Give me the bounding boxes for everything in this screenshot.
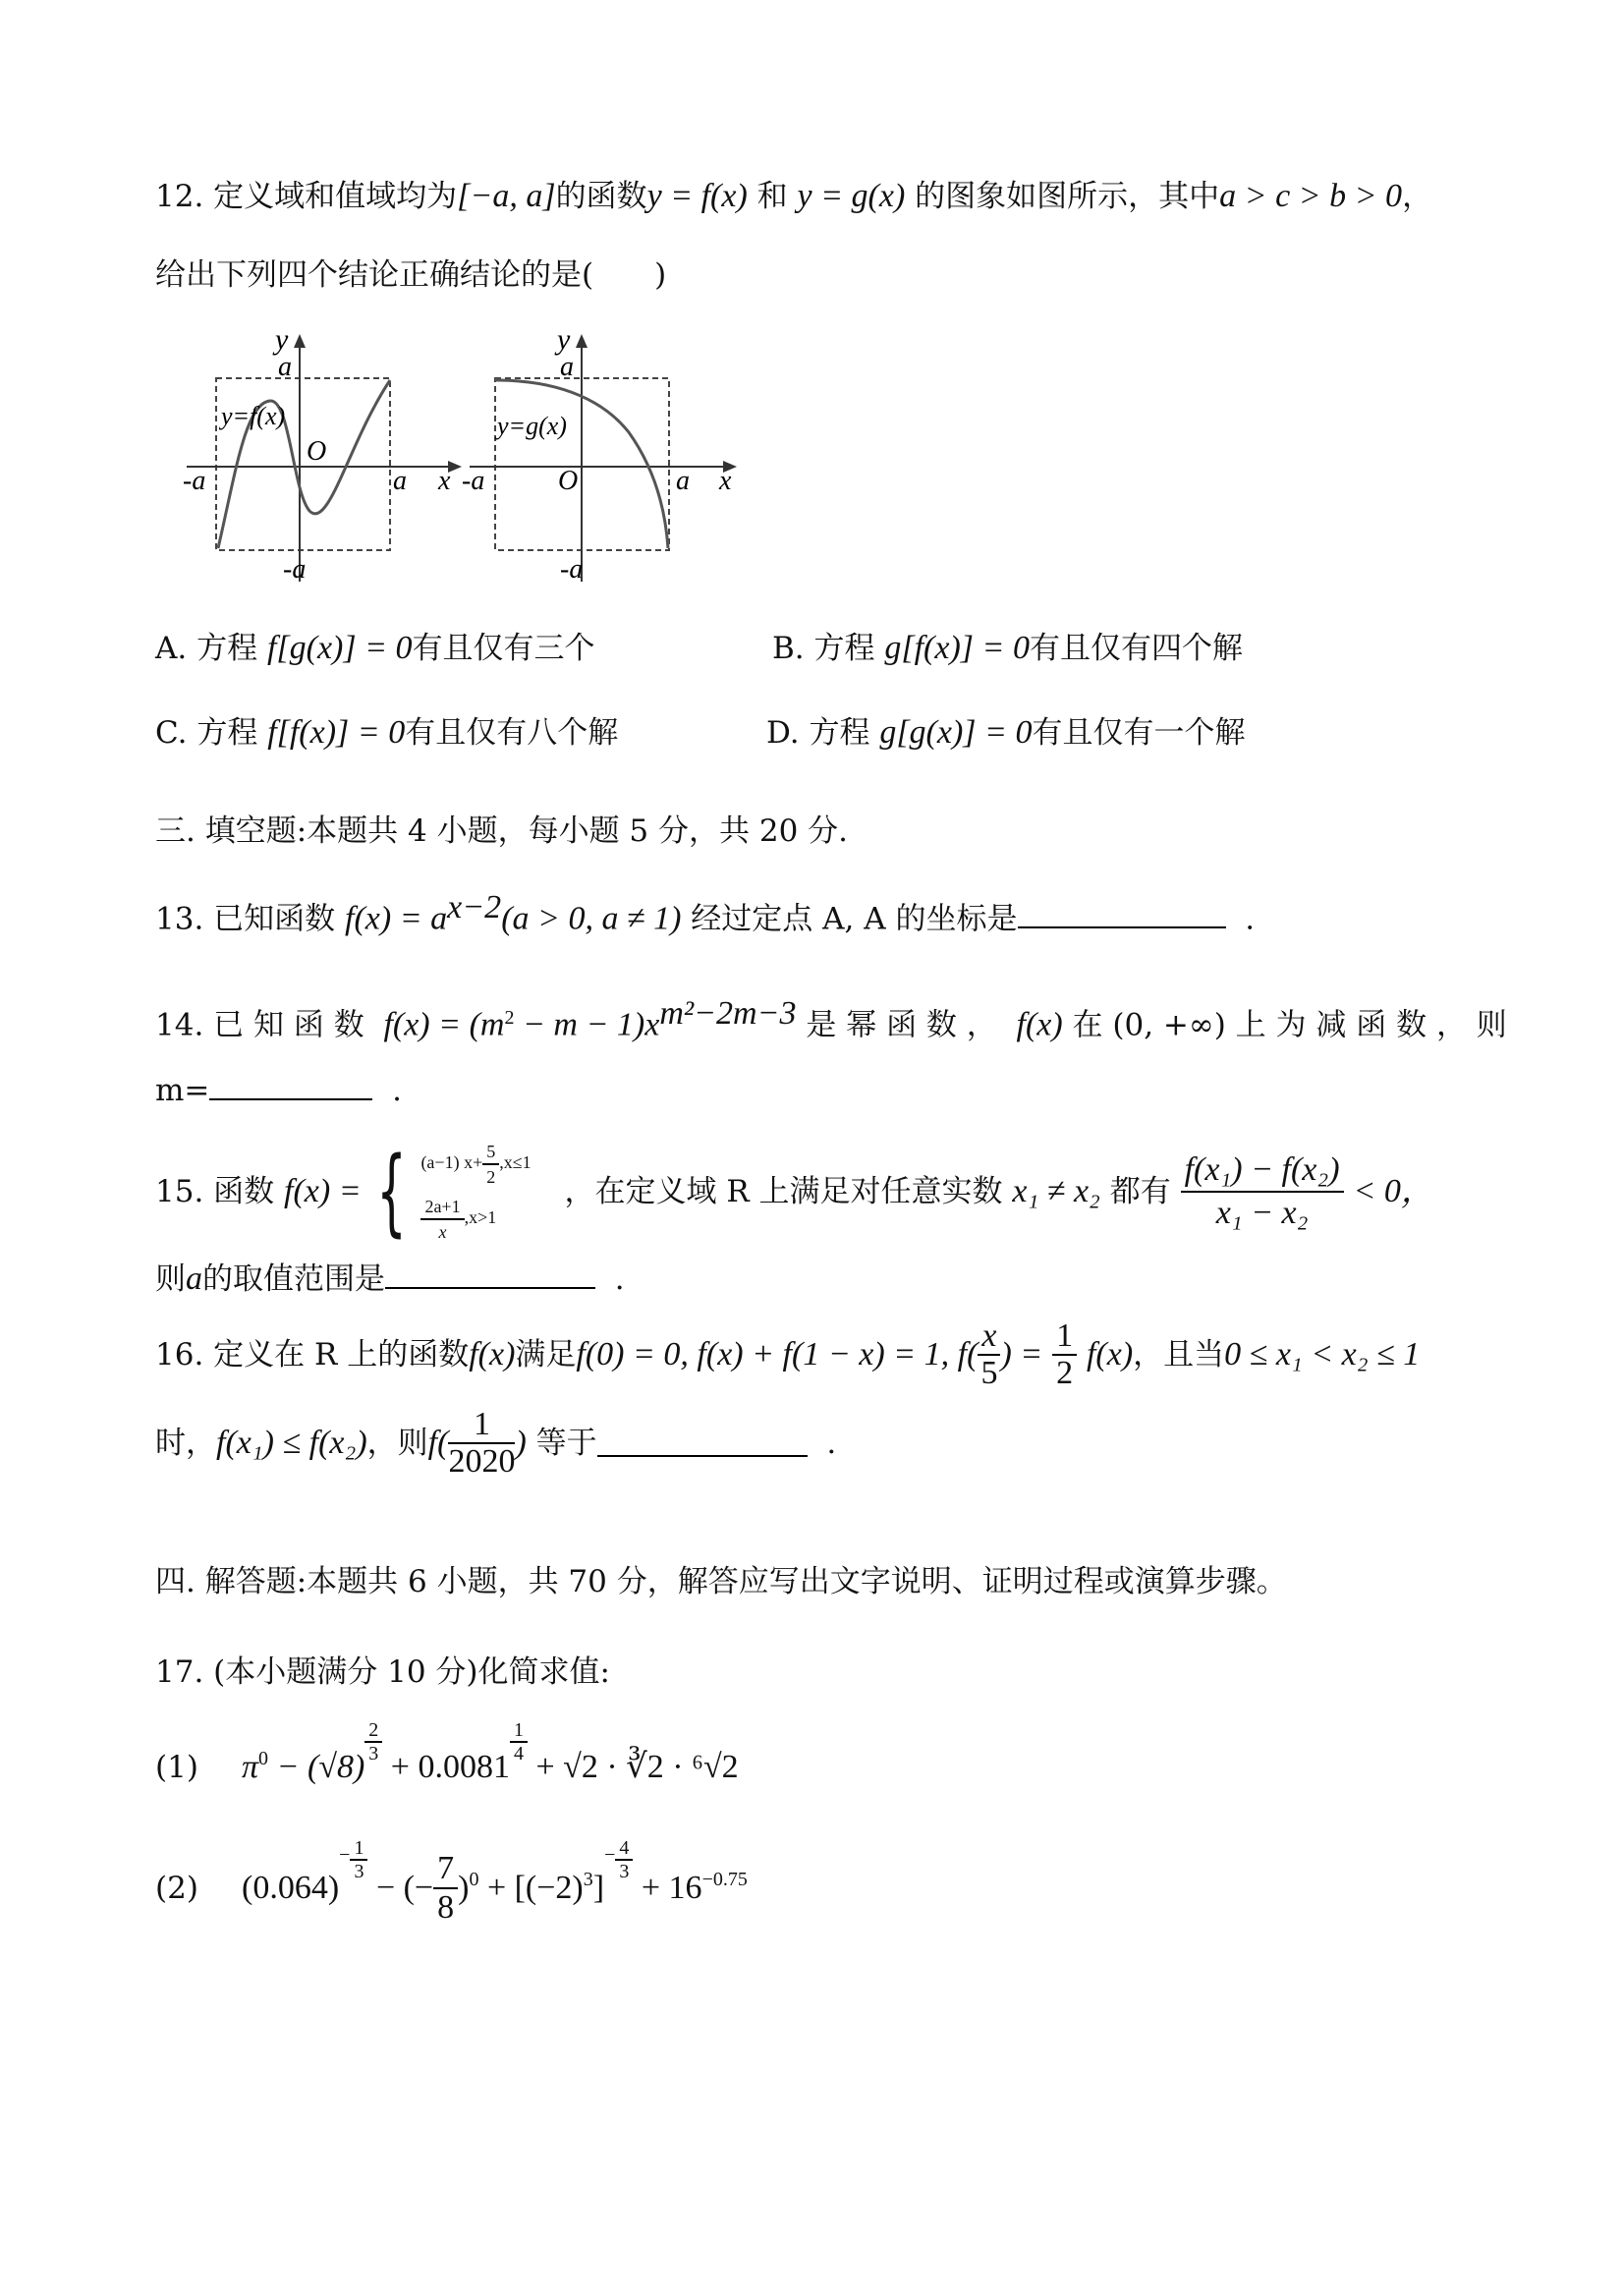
q15-answer-blank[interactable] bbox=[385, 1261, 595, 1289]
graph-g-neg-a: -a bbox=[462, 466, 485, 496]
option-b: B. 方程 g[f(x)] = 0有且仅有四个解 bbox=[772, 630, 1243, 666]
graph-f-a-top: a bbox=[278, 352, 292, 382]
q16-answer-blank[interactable] bbox=[597, 1429, 808, 1457]
graph-f-neg-a-bottom: -a bbox=[283, 554, 307, 585]
q12-line1: 12. 定义域和值域均为[−a, a]的函数y = f(x) 和 y = g(x) 的图象如图所示，其中a > c > b > 0， bbox=[155, 178, 1433, 214]
graph-g-curve-label: y=g(x) bbox=[497, 412, 567, 440]
graph-f-curve-label: y=f(x) bbox=[221, 402, 286, 430]
graph-g-y-label: y bbox=[557, 324, 571, 356]
q12-line2: 给出下列四个结论正确结论的是( ) bbox=[155, 257, 667, 293]
graph-f bbox=[177, 324, 472, 589]
q13-answer-blank[interactable] bbox=[1018, 901, 1226, 928]
graph-g-x-label: x bbox=[719, 466, 732, 496]
q15-cases: (a−1) x+ $\frac{5}{2}$ ,x≤1 $\frac{2a+1}{x}$ ,x>1 bbox=[420, 1142, 532, 1242]
q14-line2: m= . bbox=[155, 1073, 402, 1108]
q17-title: 17. (本小题满分 10 分)化简求值: bbox=[155, 1654, 610, 1690]
section-3-heading: 三. 填空题:本题共 4 小题，每小题 5 分，共 20 分. bbox=[155, 813, 849, 849]
graph-g bbox=[462, 324, 756, 589]
q16-line2: 时，f(x₁) ≤ f(x₂)，则f( $\frac{1}{2020}$ ) 等于 . bbox=[155, 1406, 837, 1480]
q14-answer-blank[interactable] bbox=[209, 1073, 372, 1100]
q15-line2: 则a的取值范围是 . bbox=[155, 1260, 625, 1297]
q14-line1: 14. 已 知 函 数 $f(x) = (m^2 - m - 1)x^{m^2-2m-3}$ 是 幂 函 数 ， f(x) 在 (0, +∞) 上 为 减 函 数 ， 则 bbox=[155, 995, 1507, 1043]
q17-part1: (1) $\pi^0 - (√8)$ $\frac{2}{3}$ + 0.0081 $\frac{1}{4}$ + √2 · ∛2 · ⁶√2 bbox=[155, 1719, 739, 1785]
graph-f-a: a bbox=[393, 466, 407, 496]
option-d: D. 方程 g[g(x)] = 0有且仅有一个解 bbox=[766, 714, 1246, 751]
section-4-heading: 四. 解答题:本题共 6 小题，共 70 分，解答应写出文字说明、证明过程或演算步骤。 bbox=[155, 1564, 1287, 1599]
q15-line1: 15. 函数 f(x) = { (a−1) x+ $\frac{5}{2}$ ,x≤1 $\frac{2a+1}{x}$ ,x>1 ，在定义域 R 上满足对任意实数 x₁ ≠ x₂ 都有 $\frac{\text{f(x₁) − f(x₂)}}{\text{x₁ − x₂}}$ < 0， bbox=[155, 1137, 1434, 1247]
graph-g-a: a bbox=[676, 466, 690, 496]
graph-g-origin: O bbox=[558, 466, 579, 496]
graph-f-y-label: y bbox=[275, 324, 289, 356]
graph-f-origin: O bbox=[307, 436, 327, 467]
q16-line1: 16. 定义在 R 上的函数f(x)满足f(0) = 0, f(x) + f(1 − x) = 1, f( $\frac{x}{5}$ ) = $\frac{1}{2}$ f(x)，且当0 ≤ x₁ < x₂ ≤ 1 bbox=[155, 1317, 1421, 1391]
graph-g-a-top: a bbox=[560, 352, 574, 382]
graph-g-neg-a-bottom: -a bbox=[560, 554, 584, 585]
option-a: A. 方程 f[g(x)] = 0有且仅有三个 bbox=[155, 630, 595, 666]
graph-f-x-label: x bbox=[438, 466, 451, 496]
graph-f-neg-a: -a bbox=[183, 466, 206, 496]
q17-part2: (2) (0.064)− $\frac{1}{3}$ − (− $\frac{7}{8}$ )$^0 + [(-2)^3]^-$ $\frac{4}{3}$ + $16^{-0.75}$ bbox=[155, 1837, 748, 1926]
q13: 13. 已知函数 $f(x) = a^{x-2}(a > 0$, a ≠ 1) 经过定点 A, A 的坐标是 . bbox=[155, 889, 1256, 937]
option-c: C. 方程 f[f(x)] = 0有且仅有八个解 bbox=[155, 714, 619, 751]
